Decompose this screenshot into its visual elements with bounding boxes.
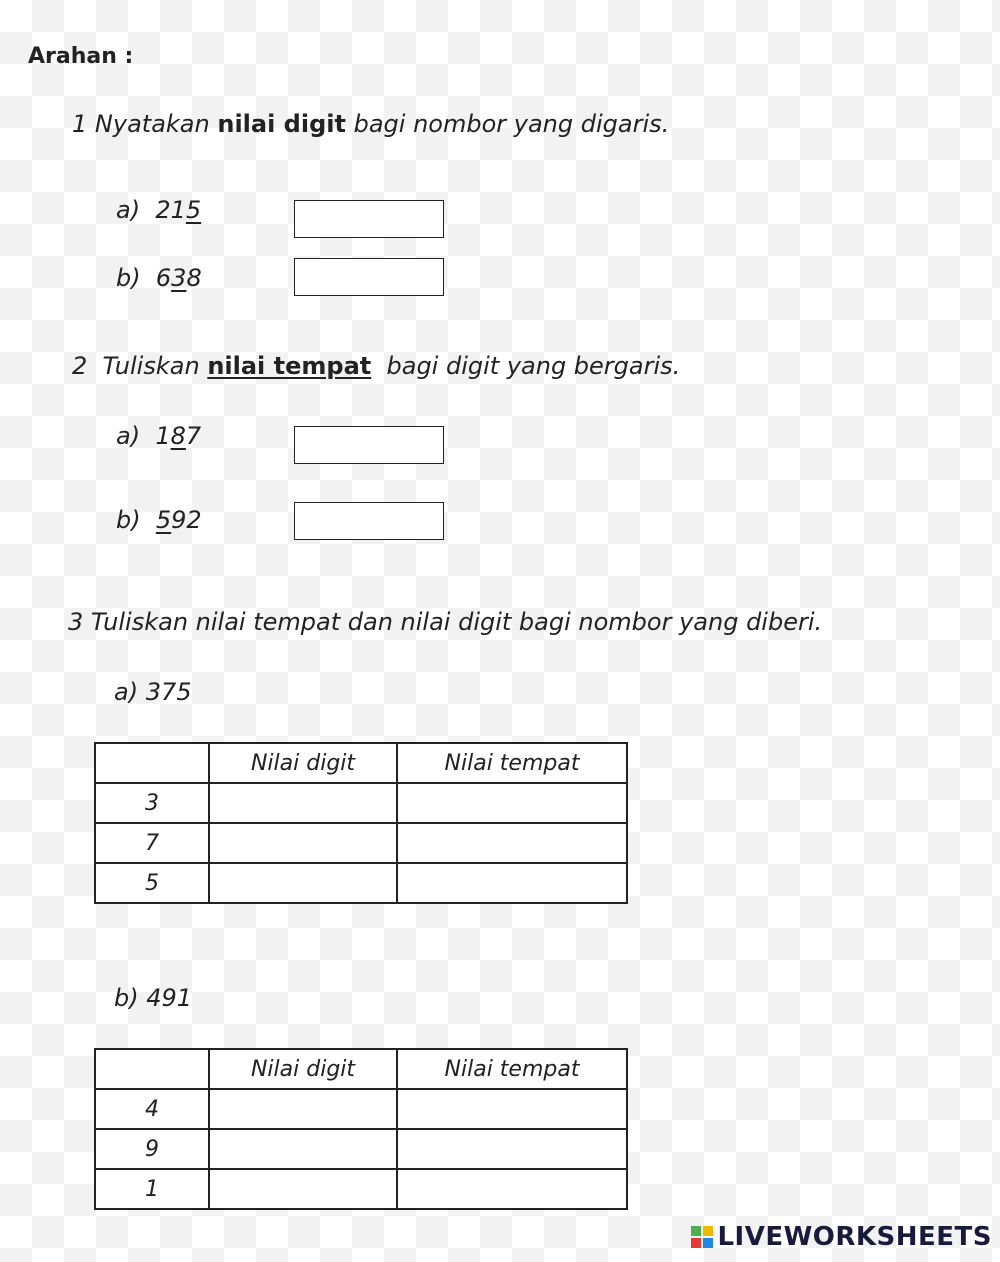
question-1-bold: nilai digit [217,110,346,138]
brand-text: LIVEWORKSHEETS [717,1222,992,1252]
question-1-number: 1 [72,110,88,138]
answer-cell-digit-value[interactable] [209,783,397,823]
table-header-cell [95,743,209,783]
answer-cell-place-value[interactable] [397,823,627,863]
question-1-pre: Nyatakan [94,110,210,138]
digit-cell: 5 [95,863,209,903]
answer-cell-place-value[interactable] [397,1129,627,1169]
item-label: b) [116,264,141,292]
question-2-post: bagi digit yang bergaris. [386,352,681,380]
item-label: a) [116,196,141,224]
liveworksheets-logo [691,1222,992,1252]
answer-cell-place-value[interactable] [397,863,627,903]
question-3-part-b [114,984,192,1012]
table-header-cell: Nilai tempat [397,743,627,783]
question-2-bold: nilai tempat [207,352,372,380]
question-3-number: 3 [68,608,84,636]
item-label: b) [114,984,139,1012]
digit-cell: 3 [95,783,209,823]
item-label: a) [114,678,139,706]
question-2-number: 2 [72,352,88,380]
table-header-cell: Nilai digit [209,1049,397,1089]
item-label: b) [116,506,141,534]
question-3-text: Tuliskan nilai tempat dan nilai digit bagi nombor yang diberi. [90,608,823,636]
answer-cell-digit-value[interactable] [209,1129,397,1169]
table-row [95,1089,627,1129]
logo-squares-icon [691,1226,713,1248]
table-header-row [95,743,627,783]
question-2-item-b: b) 592 [116,506,202,534]
table-header-cell [95,1049,209,1089]
table-row [95,1129,627,1169]
answer-cell-digit-value[interactable] [209,1089,397,1129]
digit-cell: 4 [95,1089,209,1129]
answer-box-2a[interactable] [294,426,444,464]
page-heading: Arahan : [28,44,134,69]
digit-cell: 7 [95,823,209,863]
question-1-item-b: b) 638 [116,264,202,292]
part-number: 375 [145,678,192,706]
table-3a [94,742,628,904]
question-1-item-a: a) 215 [116,196,202,224]
question-2-item-a: a) 187 [116,422,202,450]
answer-cell-place-value[interactable] [397,783,627,823]
table-3b [94,1048,628,1210]
answer-cell-digit-value[interactable] [209,823,397,863]
digit-cell: 1 [95,1169,209,1209]
table-row [95,1169,627,1209]
answer-cell-digit-value[interactable] [209,1169,397,1209]
question-1 [72,110,669,138]
answer-cell-place-value[interactable] [397,1169,627,1209]
table-header-cell: Nilai tempat [397,1049,627,1089]
question-3-part-a [114,678,192,706]
answer-cell-digit-value[interactable] [209,863,397,903]
question-2-pre: Tuliskan [102,352,200,380]
answer-box-1b[interactable] [294,258,444,296]
logo-square [703,1226,713,1236]
question-1-post: bagi nombor yang digaris. [353,110,670,138]
item-label: a) [116,422,141,450]
table-row [95,823,627,863]
answer-box-2b[interactable] [294,502,444,540]
question-2 [72,352,680,380]
answer-box-1a[interactable] [294,200,444,238]
table-header-row [95,1049,627,1089]
table-row [95,863,627,903]
part-number: 491 [146,984,193,1012]
question-3 [68,608,822,636]
answer-cell-place-value[interactable] [397,1089,627,1129]
logo-square [691,1226,701,1236]
logo-square [691,1238,701,1248]
table-row [95,783,627,823]
logo-square [703,1238,713,1248]
table-header-cell: Nilai digit [209,743,397,783]
digit-cell: 9 [95,1129,209,1169]
